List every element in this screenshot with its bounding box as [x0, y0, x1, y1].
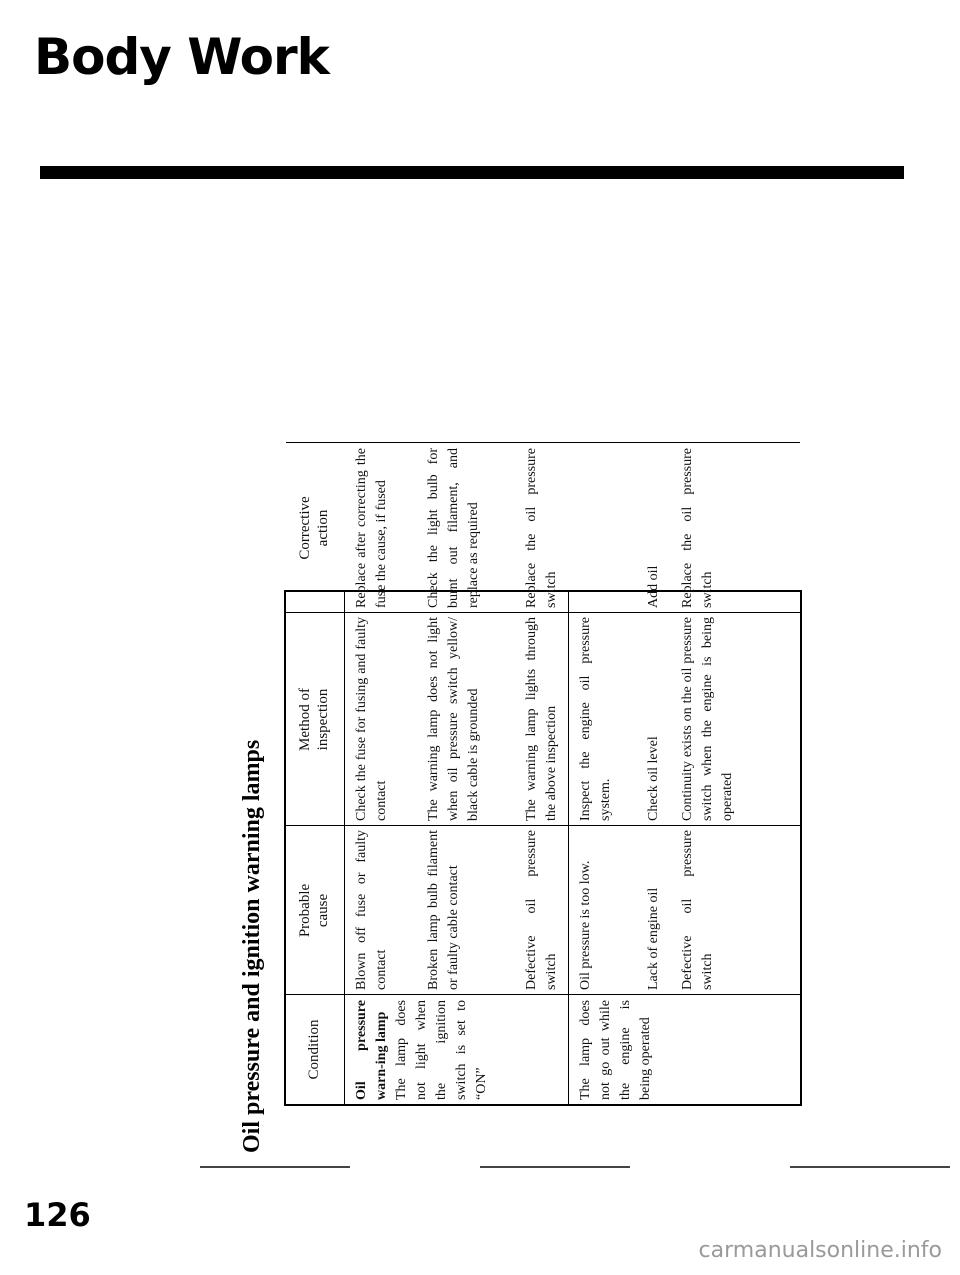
cause-cell: Broken lamp bulb filament or faulty cable contact	[426, 830, 461, 990]
scan-artifact	[790, 1166, 950, 1168]
method-cell: Check oil level	[646, 736, 661, 821]
page-section-title: Body Work	[34, 28, 329, 86]
header-corrective-action: Corrective action	[297, 496, 331, 560]
method-cell: Check the fuse for fusing and faulty contact	[354, 617, 389, 821]
column-divider	[286, 825, 800, 826]
action-cell: Replace the oil pressure switch	[680, 448, 715, 608]
table-title: Oil pressure and ignition warning lamps	[239, 739, 265, 1153]
warning-lamps-table	[284, 448, 802, 1106]
watermark-url: carmanualsonline.info	[698, 1238, 942, 1263]
condition-cell: The lamp does not go out while the engine is being operated	[578, 1000, 653, 1100]
header-condition: Condition	[306, 1019, 322, 1080]
cause-cell: Lack of engine oil	[646, 887, 661, 990]
method-cell: The warning lamp lights through the above inspection	[524, 617, 559, 821]
action-cell: Add oil	[646, 565, 661, 608]
row-divider	[568, 592, 569, 1104]
header-probable-cause: Probable cause	[297, 883, 331, 938]
action-cell: Replace the oil pressure switch	[524, 448, 559, 608]
header-divider	[344, 592, 345, 1104]
scan-artifact	[200, 1166, 350, 1168]
condition-cell	[352, 1000, 492, 1100]
column-divider	[286, 994, 800, 995]
page-number: 126	[24, 1196, 91, 1234]
column-divider	[286, 442, 800, 443]
cause-cell: Defective oil pressure switch	[680, 830, 715, 990]
cause-cell: Blown off fuse or faulty contact	[354, 830, 389, 990]
header-rule	[40, 166, 904, 179]
action-cell: Replace after correcting the fuse the cause, if fused	[354, 448, 389, 608]
cause-cell: Defective oil pressure switch	[524, 830, 559, 990]
action-cell: Check the light bulb for burnt out filament, and replace as required	[426, 448, 481, 608]
method-cell: Continuity exists on the oil pressure switch when the engine is being operated	[680, 617, 735, 821]
condition-text: The lamp does not light when the ignition switch is set to “ON”	[394, 1000, 489, 1100]
column-divider	[286, 612, 800, 613]
condition-heading: Oil pressure warn-ing lamp	[354, 1000, 389, 1100]
method-cell: Inspect the engine oil pressure system.	[578, 617, 613, 821]
method-cell: The warning lamp does not light when oil pressure switch yellow/ black cable is grounded	[426, 617, 481, 821]
rotated-table-region	[222, 278, 814, 1153]
header-method-of-inspection: Method of inspection	[297, 688, 331, 751]
cause-cell: Oil pressure is too low.	[578, 860, 593, 990]
scan-artifact	[480, 1166, 630, 1168]
